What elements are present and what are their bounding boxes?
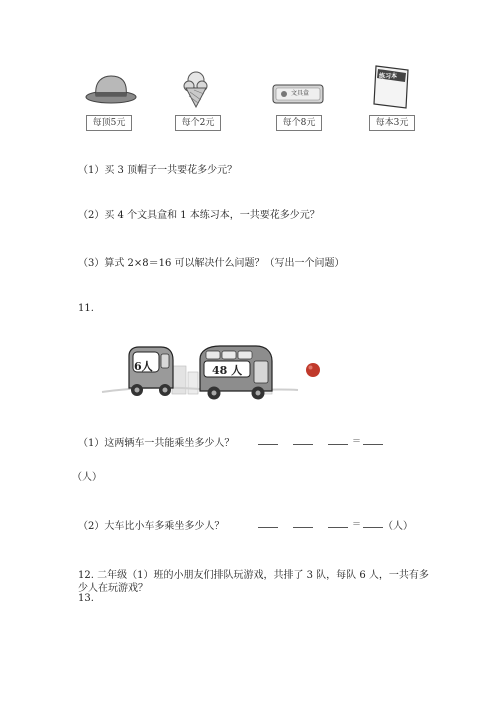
item-price-label: 每本3元	[369, 115, 415, 131]
answer-blank-result[interactable]	[363, 527, 383, 528]
answer-blank-3[interactable]	[328, 444, 348, 445]
item-price-label: 每个2元	[175, 115, 221, 131]
question-10-part-3: （3）算式 2×8＝16 可以解决什么问题？（写出一个问题）	[78, 258, 345, 269]
bus-label: 48 人	[212, 364, 243, 377]
answer-blank-2[interactable]	[293, 527, 313, 528]
box-image-text: 文具盒	[291, 90, 310, 97]
answer-blank-1[interactable]	[258, 444, 278, 445]
question-11-number: 11.	[78, 303, 94, 314]
equals-sign: ＝	[352, 520, 362, 530]
question-12-line-2: 少人在玩游戏？	[78, 583, 148, 594]
equals-sign: ＝	[352, 437, 362, 447]
ball-icon	[305, 362, 321, 378]
unit-label: （人）	[383, 521, 413, 532]
hat-icon	[84, 72, 138, 106]
answer-blank-2[interactable]	[293, 444, 313, 445]
question-13-number: 13.	[78, 593, 94, 604]
question-text: （1）这两辆车一共能乘坐多少人？	[78, 438, 235, 449]
question-12-line-1: 12. 二年级（1）班的小朋友们排队玩游戏，共排了 3 队，每队 6 人，一共有多	[78, 570, 429, 581]
question-11-part-1	[78, 434, 234, 449]
ice-cream-icon	[180, 70, 212, 108]
small-car-label: 6人	[134, 360, 153, 373]
unit-label: （人）	[72, 472, 102, 483]
book-image-text: 练习本	[379, 73, 398, 80]
question-text: （2）大车比小车多乘坐多少人？	[78, 521, 225, 532]
question-10-part-2: （2）买 4 个文具盒和 1 本练习本，一共要花多少元？	[78, 210, 320, 221]
item-price-label: 每个8元	[276, 115, 322, 131]
answer-blank-result[interactable]	[363, 444, 383, 445]
question-10-part-1: （1）买 3 顶帽子一共要花多少元？	[78, 165, 238, 176]
item-price-label: 每顶5元	[86, 115, 132, 131]
answer-blank-1[interactable]	[258, 527, 278, 528]
answer-blank-3[interactable]	[328, 527, 348, 528]
question-11-part-2	[78, 517, 224, 532]
